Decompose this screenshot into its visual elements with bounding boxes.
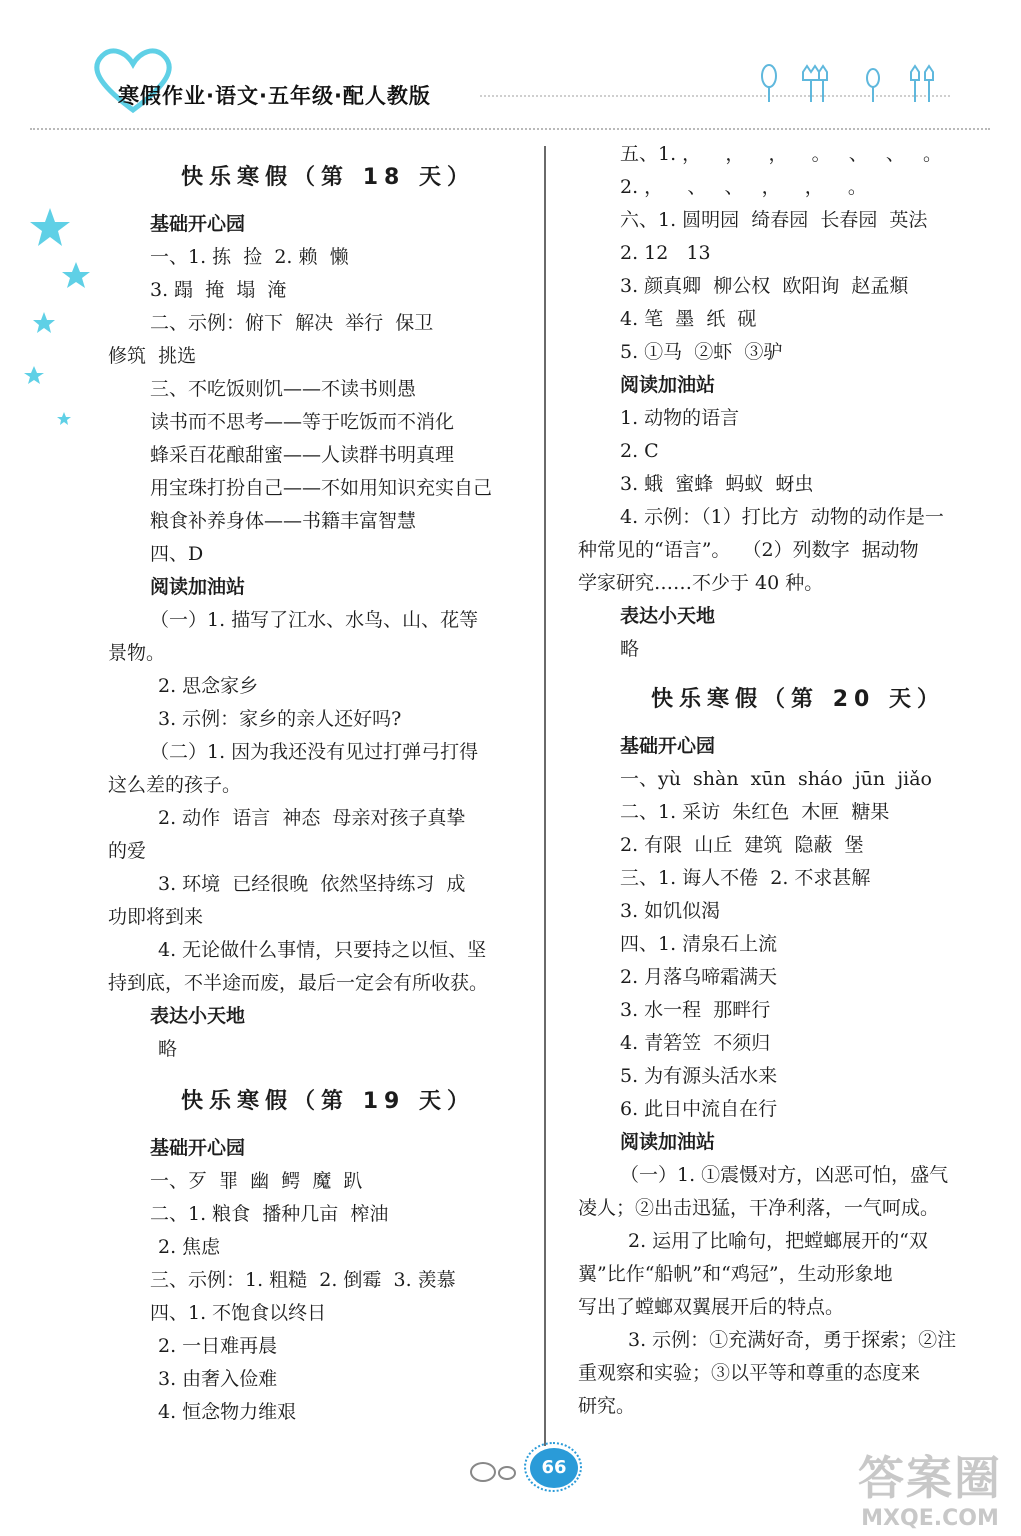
answer-line: 表达小天地 <box>620 605 716 627</box>
answer-line: 4. 无论做什么事情，只要持之以恒、坚 <box>158 939 487 961</box>
answer-line: 蜂采百花酿甜蜜——人读群书明真理 <box>150 444 455 466</box>
answer-line: 阅读加油站 <box>620 374 716 396</box>
answer-line: 2. C <box>620 440 659 462</box>
answer-line: 3. 环境 已经很晚 依然坚持练习 成 <box>158 873 466 895</box>
answer-line: 2. 运用了比喻句，把螳螂展开的“双 <box>628 1230 928 1252</box>
answer-line: 3. 示例：家乡的亲人还好吗? <box>158 708 402 730</box>
watermark <box>850 1450 1010 1532</box>
answer-line: 基础开心园 <box>620 735 716 757</box>
answer-line: 翼”比作“船帆”和“鸡冠”，生动形象地 <box>578 1263 893 1285</box>
answer-line: 基础开心园 <box>150 213 246 235</box>
tulip-decoration-icon <box>755 62 945 104</box>
answer-line: 3. 蹋 掩 塌 淹 <box>150 279 287 301</box>
answer-line: 一、1. 拣 捡 2. 赖 懒 <box>150 246 349 268</box>
answer-line: 二、示例：俯下 解决 举行 保卫 <box>150 312 434 334</box>
answer-line: 5. 为有源头活水来 <box>620 1065 778 1087</box>
answer-line: 2. 月落乌啼霜满天 <box>620 966 778 988</box>
answer-line: 用宝珠打扮自己——不如用知识充实自己 <box>150 477 493 499</box>
header-title: 寒假作业·语文·五年级·配人教版 <box>118 84 431 108</box>
answer-line: 二、1. 粮食 播种几亩 榨油 <box>150 1203 389 1225</box>
answer-line: 6. 此日中流自在行 <box>620 1098 778 1120</box>
answer-line: 一、歹 罪 幽 鳄 魔 趴 <box>150 1170 363 1192</box>
answer-line: 这么差的孩子。 <box>108 774 242 796</box>
answer-line: 粮食补养身体——书籍丰富智慧 <box>150 510 417 532</box>
answer-line: 略 <box>158 1038 178 1060</box>
answer-line: 写出了螳螂双翼展开后的特点。 <box>578 1296 845 1318</box>
answer-line: 的爱 <box>108 840 147 862</box>
answer-line: 2. 动作 语言 神态 母亲对孩子真挚 <box>158 807 466 829</box>
answer-line: 持到底，不半途而废，最后一定会有所收获。 <box>108 972 489 994</box>
answer-line: 五、1. ， ， ， 。 、 、 。 <box>620 143 942 165</box>
answer-line: 2. ， 、 、 ， ， 。 <box>620 176 867 198</box>
answer-line: 3. 如饥似渴 <box>620 900 721 922</box>
answer-line: 种常见的“语言”。 （2）列数字 据动物 <box>578 539 919 561</box>
answer-line: （一）1. ①震慑对方，凶恶可怕，盛气 <box>620 1164 949 1186</box>
answer-line: 2. 思念家乡 <box>158 675 259 697</box>
answer-line: 1. 动物的语言 <box>620 407 740 429</box>
answer-line: 4. 恒念物力维艰 <box>158 1401 297 1423</box>
day-19-answers <box>108 1132 548 1429</box>
watermark-url: MXQE.COM <box>861 1506 999 1531</box>
answer-line: 3. 示例：①充满好奇，勇于探索；②注 <box>628 1329 957 1351</box>
answer-line: 3. 蛾 蜜蜂 蚂蚁 蚜虫 <box>620 473 814 495</box>
right-column <box>578 138 1018 1423</box>
answer-line: 2. 一日难再晨 <box>158 1335 278 1357</box>
header-divider <box>30 128 990 130</box>
answer-line: 三、1. 诲人不倦 2. 不求甚解 <box>620 867 871 889</box>
answer-line: 2. 焦虑 <box>158 1236 221 1258</box>
section-title-day-20: 快乐寒假（第 20 天） <box>651 687 945 712</box>
answer-line: 4. 青箬笠 不须归 <box>620 1032 771 1054</box>
answer-line: 一、yù shàn xūn sháo jūn jiǎo <box>620 768 932 790</box>
answer-line: 重观察和实验；③以平等和尊重的态度来 <box>578 1362 921 1384</box>
watermark-logo-text: 答案圈 <box>858 1451 1002 1505</box>
answer-line: （二）1. 因为我还没有见过打弹弓打得 <box>150 741 479 763</box>
answer-line: 凌人；②出击迅猛，干净利落，一气呵成。 <box>578 1197 940 1219</box>
answer-line: 三、示例：1. 粗糙 2. 倒霉 3. 羡慕 <box>150 1269 456 1291</box>
day-20-answers <box>578 730 1018 1423</box>
answer-line: 三、不吃饭则饥——不读书则愚 <box>150 378 417 400</box>
left-column <box>108 152 548 1429</box>
answer-line: 表达小天地 <box>150 1005 246 1027</box>
answer-line: 基础开心园 <box>150 1137 246 1159</box>
star-decoration-icon <box>20 200 100 440</box>
answer-line: 4. 示例：（1）打比方 动物的动作是一 <box>620 506 944 528</box>
day-18-answers <box>108 208 548 1066</box>
answer-line: 阅读加油站 <box>620 1131 716 1153</box>
answer-line: 功即将到来 <box>108 906 204 928</box>
answer-line: 学家研究……不少于 40 种。 <box>578 572 824 594</box>
answer-line: 3. 颜真卿 柳公权 欧阳询 赵孟頫 <box>620 275 909 297</box>
answer-line: 二、1. 采访 朱红色 木匣 糖果 <box>620 801 890 823</box>
bubble-decoration-icon <box>470 1462 496 1482</box>
answer-line: 3. 由奢入俭难 <box>158 1368 278 1390</box>
answer-line: 读书而不思考——等于吃饭而不消化 <box>150 411 455 433</box>
section-title-day-19: 快乐寒假（第 19 天） <box>181 1089 475 1114</box>
answer-line: 四、1. 清泉石上流 <box>620 933 778 955</box>
answer-line: （一）1. 描写了江水、水鸟、山、花等 <box>150 609 479 631</box>
answer-line: 研究。 <box>578 1395 636 1417</box>
page-number: 66 <box>530 1448 578 1488</box>
day-19-answers-continued <box>578 138 1018 666</box>
answer-line: 略 <box>620 638 640 660</box>
answer-line: 景物。 <box>108 642 166 664</box>
answer-line: 3. 水一程 那畔行 <box>620 999 771 1021</box>
answer-line: 4. 笔 墨 纸 砚 <box>620 308 757 330</box>
answer-line: 2. 12 13 <box>620 242 711 264</box>
bubble-decoration-icon <box>498 1466 516 1480</box>
answer-line: 六、1. 圆明园 绮春园 长春园 英法 <box>620 209 928 231</box>
answer-line: 5. ①马 ②虾 ③驴 <box>620 341 783 363</box>
answer-line: 四、1. 不饱食以终日 <box>150 1302 327 1324</box>
answer-line: 2. 有限 山丘 建筑 隐蔽 堡 <box>620 834 864 856</box>
section-title-day-18: 快乐寒假（第 18 天） <box>181 165 475 190</box>
answer-line: 四、D <box>150 543 204 565</box>
answer-line: 阅读加油站 <box>150 576 246 598</box>
answer-line: 修筑 挑选 <box>108 345 197 367</box>
